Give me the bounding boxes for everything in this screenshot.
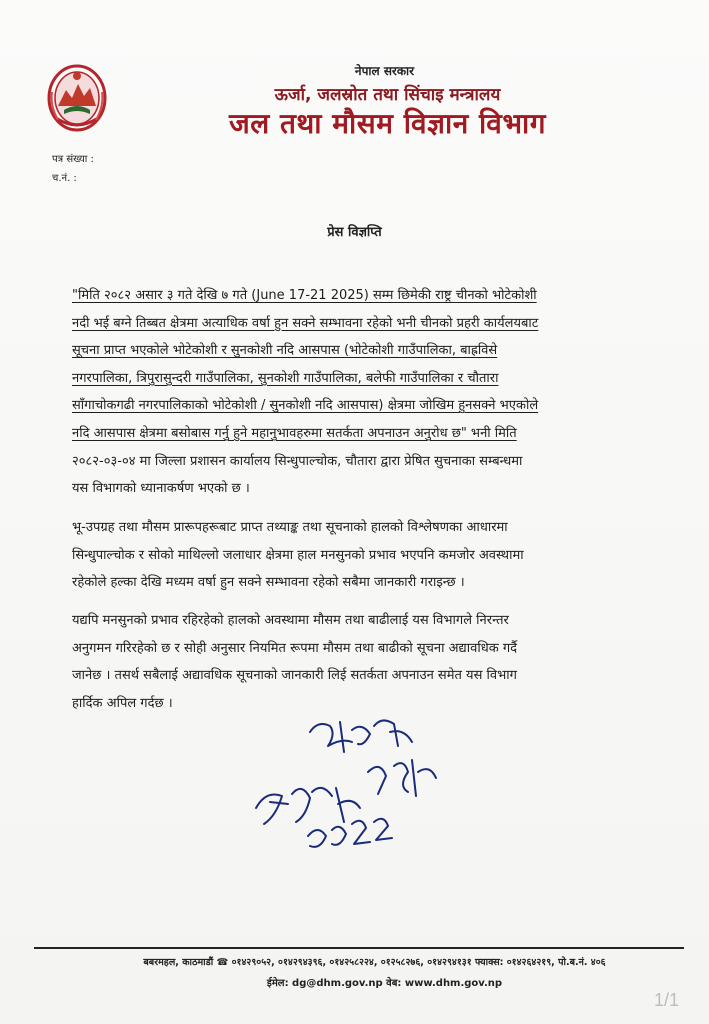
paragraph-line: भू-उपग्रह तथा मौसम प्रारूपहरूबाट प्राप्त तथ्याङ्क तथा सूचनाको हालको विश्लेषणका आधारमा xyxy=(72,520,508,535)
paragraph-line: नदी भई बग्ने तिब्बत क्षेत्रमा अत्याधिक वर्षा हुन सक्ने सम्भावना रहेको भनी चीनको प्रहरी कार्यलयबाट xyxy=(72,315,539,331)
paragraph-forecast xyxy=(72,514,638,597)
paragraph-line: साँगाचोकगढी नगरपालिकाको भोटेकोशी / सुनकोशी नदि आसपास) क्षेत्रमा जोखिम हुनसक्ने भएकोले xyxy=(72,398,539,414)
paragraph-line: नदि आसपास क्षेत्रमा बसोबास गर्नु हुने महानुभावहरुमा सतर्कता अपनाउन अनुरोध छ" भनी मिति xyxy=(72,425,517,441)
paragraph-line: यद्यपि मनसुनको प्रभाव रहिरहेको हालको अवस्थामा मौसम तथा बाढीलाई यस विभागले निरन्तर xyxy=(72,613,509,628)
paragraph-line: २०८२-०३-०४ मा जिल्ला प्रशासन कार्यालय सिन्धुपाल्चोक, चौतारा द्वारा प्रेषित सुचनाका सम्बन्धमा xyxy=(72,453,523,469)
page-indicator: 1/1 xyxy=(653,990,679,1010)
paragraph-line: यस विभागको ध्यानाकर्षण भएको छ । xyxy=(72,481,250,497)
letter-number-label: पत्र संख्या : xyxy=(52,154,94,165)
government-name: नेपाल सरकार xyxy=(354,64,415,78)
department-name: जल तथा मौसम विज्ञान विभाग xyxy=(228,107,547,140)
dispatch-number-label: च.नं. : xyxy=(52,173,77,184)
handwritten-signature xyxy=(248,712,448,862)
paragraph-line: नगरपालिका, त्रिपुरासुन्दरी गाउँपालिका, सुनकोशी गाउँपालिका, बलेफी गाउँपालिका र चौतारा xyxy=(72,370,499,386)
footer-address-phone: बबरमहल, काठमाडौं ☎ ०१४२९०५२, ०१४२९४३९६, ०१४२५८२२४, ०१२५८२७६, ०१४२९४१३१ फ्याक्स: ०१४२६४२१९, पो.ब.नं. ४०६ xyxy=(143,957,606,968)
paragraph-line: हार्दिक अपिल गर्दछ । xyxy=(72,695,173,711)
footer-divider xyxy=(34,947,684,949)
paragraph-line: अनुगमन गरिरहेको छ र सोही अनुसार नियमित रूपमा मौसम तथा बाढीको सूचना अद्यावधिक गर्दै xyxy=(72,640,518,656)
ministry-name: ऊर्जा, जलस्रोत तथा सिंचाइ मन्त्रालय xyxy=(274,85,501,105)
footer-email-web: ईमेल: dg@dhm.gov.np वेब: www.dhm.gov.np xyxy=(266,978,503,989)
paragraph-quoted-notice xyxy=(72,282,638,503)
paragraph-line: जानेछ । तसर्थ सबैलाई अद्यावधिक सूचनाको जानकारी लिई सतर्कता अपनाउन समेत यस विभाग xyxy=(72,668,517,684)
paragraph-line: सूचना प्राप्त भएकोले भोटेकोशी र सुनकोशी नदि आसपास (भोटेकोशी गाउँपालिका, बाह्रविसे xyxy=(72,343,498,359)
paragraph-line: "मिति २०८२ असार ३ गते देखि ७ गते (June 17-21 2025) सम्म छिमेकी राष्ट्र चीनको भोटेकोशी xyxy=(72,288,537,303)
paragraph-line: सिन्धुपाल्चोक र सोको माथिल्लो जलाधार क्षेत्रमा हाल मनसुनको प्रभाव भएपनि कमजोर अवस्थामा xyxy=(72,547,524,563)
press-release-title: प्रेस विज्ञप्ति xyxy=(327,225,382,240)
paragraph-appeal xyxy=(72,607,638,717)
paragraph-line: रहेकोले हल्का देखि मध्यम वर्षा हुन सक्ने सम्भावना रहेको सबैमा जानकारी गराइन्छ । xyxy=(72,575,465,591)
